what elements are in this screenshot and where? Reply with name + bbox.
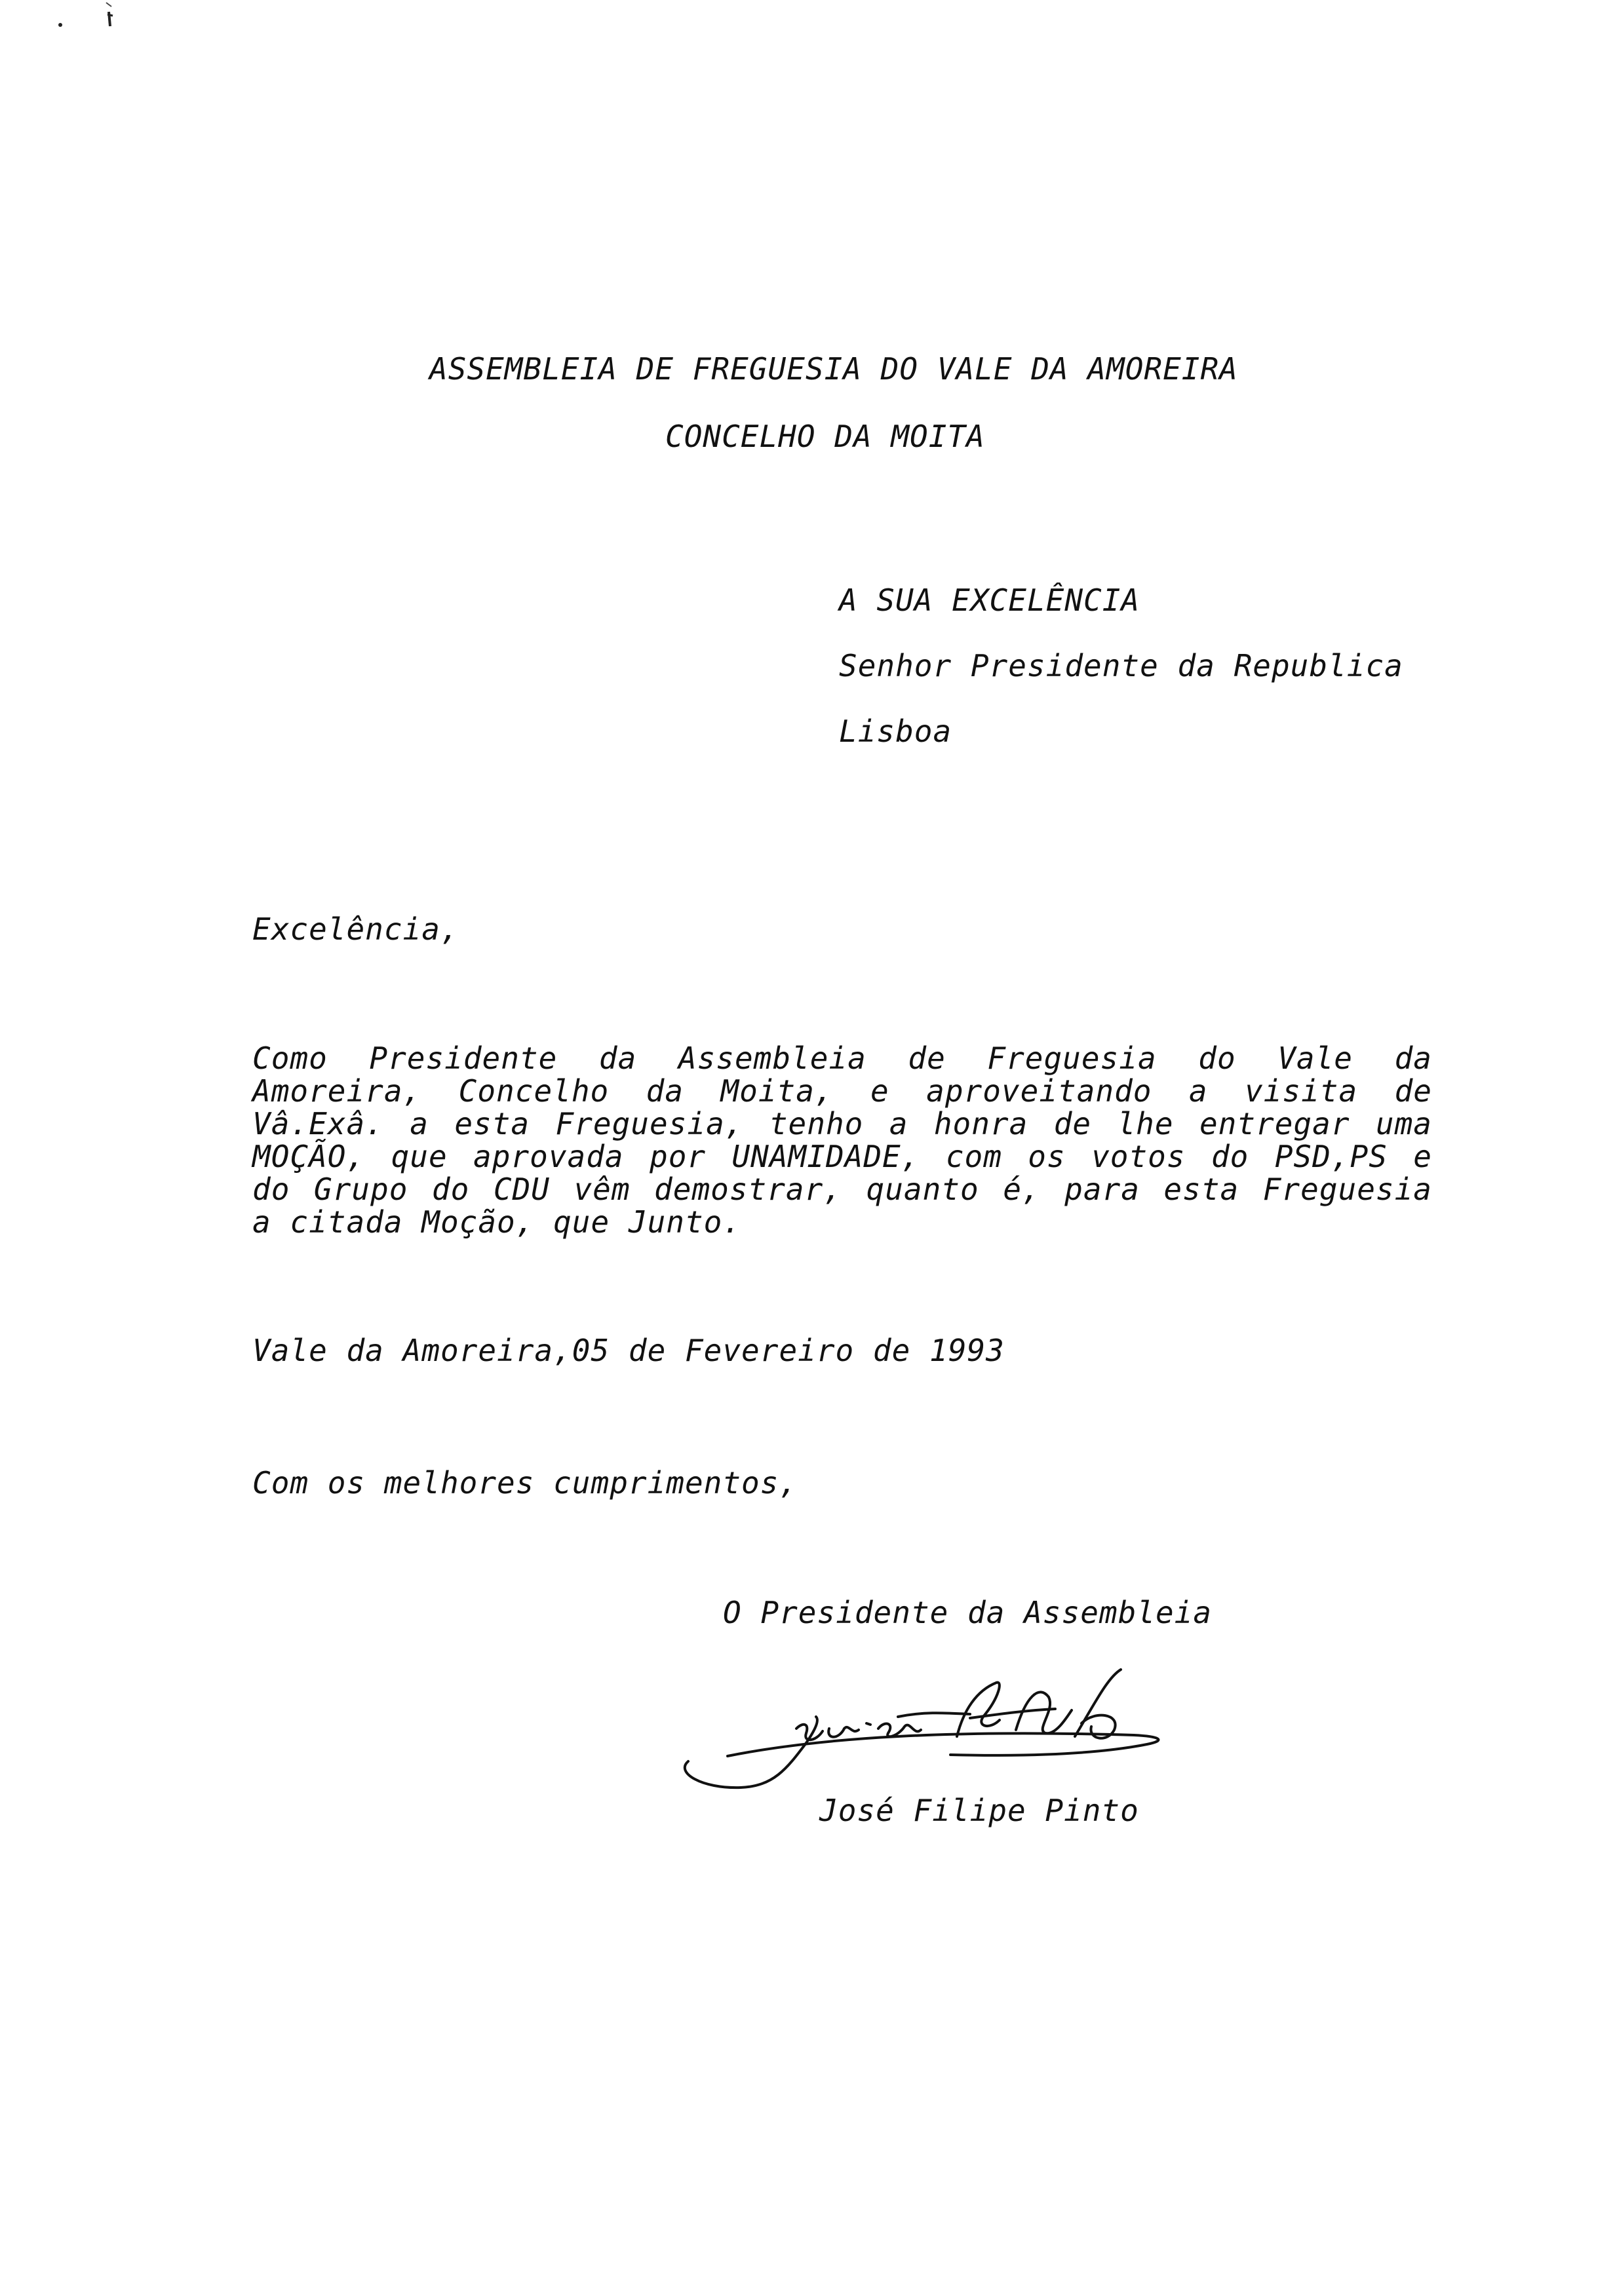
closing-line: Com os melhores cumprimentos,	[252, 1465, 798, 1501]
date-line: Vale da Amoreira,05 de Fevereiro de 1993	[252, 1333, 1005, 1368]
recipient-name: Senhor Presidente da Republica	[839, 648, 1403, 683]
letter-body	[252, 1042, 1432, 1238]
letterhead-title: ASSEMBLEIA DE FREGUESIA DO VALE DA AMOREIRA	[429, 351, 1238, 387]
recipient-honorific: A SUA EXCELÊNCIA	[839, 583, 1140, 618]
body-line: Amoreira, Concelho da Moita, e aproveitando a visita de	[252, 1073, 1432, 1109]
salutation: Excelência,	[252, 911, 459, 947]
recipient-city: Lisboa	[839, 714, 952, 749]
body-line: MOÇÃO, que aprovada por UNAMIDADE, com os votos do PSD,PS e	[252, 1139, 1432, 1174]
signer-name: José Filipe Pinto	[819, 1793, 1139, 1828]
body-line: Como Presidente da Assembleia de Freguesia do Vale da	[252, 1041, 1432, 1076]
body-line: do Grupo do CDU vêm demostrar, quanto é, para esta Freguesia	[252, 1172, 1432, 1207]
letterhead-subtitle: CONCELHO DA MOITA	[665, 419, 985, 454]
body-line: a citada Moção, que Junto.	[252, 1204, 742, 1240]
handwritten-signature-icon	[662, 1658, 1186, 1808]
signer-title: O Presidente da Assembleia	[723, 1595, 1213, 1630]
scan-artifact-icon	[46, 0, 125, 39]
body-line: Vâ.Exâ. a esta Freguesia, tenho a honra de lhe entregar uma	[252, 1106, 1432, 1141]
